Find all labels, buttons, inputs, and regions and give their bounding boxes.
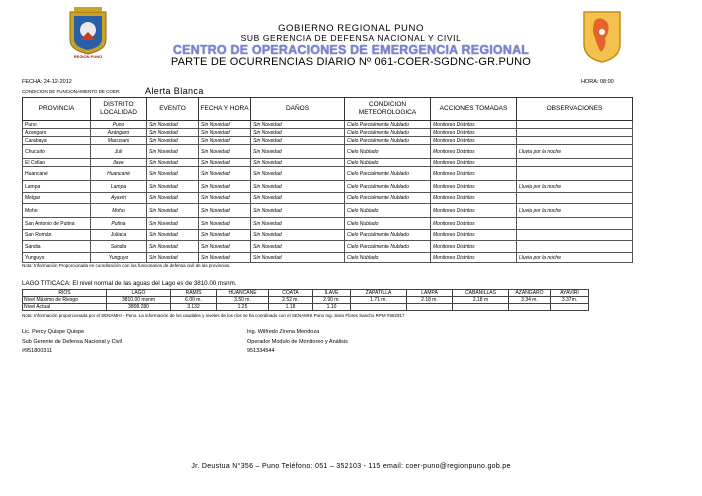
table-cell: Cielo Nublado	[345, 145, 431, 159]
lake-levels-table	[22, 289, 589, 311]
table-cell: Sin Novedad	[147, 230, 199, 241]
table-cell: Sin Novedad	[199, 167, 251, 181]
table-cell: Sin Novedad	[251, 159, 345, 167]
table-cell: Lluvia por la noche	[517, 145, 633, 159]
table-cell: Monitoreo Distritos	[431, 230, 517, 241]
table-cell: Sin Novedad	[251, 121, 345, 129]
table-cell	[517, 129, 633, 137]
column-header: DISTRITO LOCALIDAD	[91, 98, 147, 121]
lake-column-header: ZAPATILLA	[351, 290, 407, 297]
lake-row	[23, 297, 589, 304]
report-time: HORA: 08:00	[581, 79, 614, 85]
table-cell: Sin Novedad	[199, 129, 251, 137]
table-row	[23, 204, 633, 218]
lake-cell	[551, 304, 589, 311]
table-cell: Sin Novedad	[251, 137, 345, 145]
table-row	[23, 167, 633, 181]
signer-phone: 951334544	[247, 348, 275, 354]
lake-header-row	[23, 290, 589, 297]
table-cell: Melgar	[23, 193, 91, 204]
table-cell: Macusani	[91, 137, 147, 145]
column-header: OBSERVACIONES	[517, 98, 633, 121]
table-cell: Sin Novedad	[199, 145, 251, 159]
header-gobierno: GOBIERNO REGIONAL PUNO	[278, 23, 424, 34]
table-row	[23, 121, 633, 129]
lake-column-header: ILAVE	[313, 290, 351, 297]
lake-row	[23, 304, 589, 311]
table-cell: Lluvia por la noche	[517, 204, 633, 218]
table-cell: Cielo Parcialmente Nublado	[345, 167, 431, 181]
table-row	[23, 253, 633, 263]
table-cell: Cielo Parcialmente Nublado	[345, 230, 431, 241]
table-cell: Sin Novedad	[251, 230, 345, 241]
signer-phone: #951800311	[22, 348, 53, 354]
table-cell: Monitoreo Distritos	[431, 137, 517, 145]
table-cell: Cielo Parcialmente Nublado	[345, 129, 431, 137]
table-cell: Sin Novedad	[251, 129, 345, 137]
table-cell: Sin Novedad	[147, 137, 199, 145]
lake-section-title: LAGO TITICACA: El nivel normal de las aguas del Lago es de 3810.00 msnm.	[22, 280, 237, 287]
table-row	[23, 181, 633, 193]
lake-cell: Nivel Máximo de Riesgo	[23, 297, 107, 304]
table-cell: Juliaca	[91, 230, 147, 241]
lake-cell: 2.90 m.	[313, 297, 351, 304]
lake-column-header: RAMIS	[171, 290, 217, 297]
table-cell: Monitoreo Distritos	[431, 145, 517, 159]
table-cell: Monitoreo Distritos	[431, 129, 517, 137]
table-cell: Sin Novedad	[251, 218, 345, 230]
logo-caption: REGIÓN PUNO	[73, 54, 103, 59]
lake-cell: 1.10	[313, 304, 351, 311]
table-cell	[517, 241, 633, 253]
lake-cell: 2.52 m.	[269, 297, 313, 304]
column-header: PROVINCIA	[23, 98, 91, 121]
table-row	[23, 241, 633, 253]
lake-cell: 3810.00 msnm	[107, 297, 171, 304]
table-row	[23, 129, 633, 137]
signer-role: Sub Gerente de Defensa Nacional y Civil	[22, 338, 122, 345]
table-cell: Sin Novedad	[147, 145, 199, 159]
senamhi-note: Nota: Información proporcionada por el SENAMHI - Puno. La información de los caudales y niveles de los ríos se ha coordinado con el SENAMHI Puno Ing. Sixto Flores Sancho RPM #582917	[22, 313, 405, 318]
occurrences-table	[22, 97, 633, 263]
table-cell: Sin Novedad	[147, 253, 199, 263]
lake-cell: 1.25	[217, 304, 269, 311]
table-cell: Monitoreo Distritos	[431, 253, 517, 263]
table-cell: Moho	[23, 204, 91, 218]
lake-cell	[509, 304, 551, 311]
column-header: EVENTO	[147, 98, 199, 121]
table-cell: Sin Novedad	[147, 241, 199, 253]
table-cell: Sin Novedad	[251, 204, 345, 218]
coer-condition-value: Alerta Blanca	[145, 86, 204, 96]
lake-cell: 2.18 m	[453, 297, 509, 304]
table-cell: Cielo Parcialmente Nublado	[345, 241, 431, 253]
table-cell: Monitoreo Distritos	[431, 181, 517, 193]
signature-right	[247, 328, 348, 357]
lake-cell: 2.18 m.	[407, 297, 453, 304]
lake-column-header: RIOS	[23, 290, 107, 297]
signer-role: Operador Modulo de Monitoreo y Análisis	[247, 338, 348, 345]
table-cell: Monitoreo Distritos	[431, 218, 517, 230]
table-cell	[517, 167, 633, 181]
table-row	[23, 137, 633, 145]
table-cell: Cielo Nublado	[345, 218, 431, 230]
lake-cell: 1.18	[269, 304, 313, 311]
provinces-note: Nota: Información Proporcionada en coordinación con los funcionarios de defensa civil de las provincias.	[22, 263, 231, 268]
table-cell: Sin Novedad	[147, 204, 199, 218]
header-subgerencia: SUB GERENCIA DE DEFENSA NACIONAL Y CIVIL	[240, 33, 462, 43]
table-cell	[517, 230, 633, 241]
table-cell: Sin Novedad	[199, 218, 251, 230]
signer-name: Ing. Wilfredo Zirena Mendoza	[247, 329, 320, 335]
table-cell: Sin Novedad	[251, 181, 345, 193]
table-cell: Huancané	[91, 167, 147, 181]
lake-cell: 1.71 m.	[351, 297, 407, 304]
occurrences-header-row	[23, 98, 633, 121]
lake-column-header: CABANILLAS	[453, 290, 509, 297]
column-header: FECHA Y HORA	[199, 98, 251, 121]
table-cell: Monitoreo Distritos	[431, 241, 517, 253]
table-row	[23, 159, 633, 167]
table-cell: Huancané	[23, 167, 91, 181]
lake-column-header: AYAVIRI	[551, 290, 589, 297]
table-row	[23, 218, 633, 230]
table-cell: Sin Novedad	[199, 253, 251, 263]
table-cell: Monitoreo Distritos	[431, 159, 517, 167]
lake-cell	[351, 304, 407, 311]
lake-cell: 3.34 m.	[509, 297, 551, 304]
table-cell: Monitoreo Distritos	[431, 204, 517, 218]
table-cell	[517, 159, 633, 167]
table-cell: Sin Novedad	[199, 121, 251, 129]
lake-cell	[407, 304, 453, 311]
signer-name: Lic. Percy Quispe Quispe	[22, 329, 85, 335]
table-cell: Sin Novedad	[199, 137, 251, 145]
table-cell: Sin Novedad	[147, 193, 199, 204]
table-cell: Lluvia por la noche	[517, 181, 633, 193]
lake-cell: 3.37m.	[551, 297, 589, 304]
table-cell: San Román	[23, 230, 91, 241]
table-cell: Cielo Parcialmente Nublado	[345, 181, 431, 193]
lake-cell	[453, 304, 509, 311]
table-cell: Carabaya	[23, 137, 91, 145]
lake-cell: 3.132	[171, 304, 217, 311]
table-cell: Putina	[91, 218, 147, 230]
table-cell: Cielo Nublado	[345, 253, 431, 263]
table-cell: Cielo Nublado	[345, 204, 431, 218]
table-cell: Sin Novedad	[199, 204, 251, 218]
signature-left	[22, 328, 122, 357]
table-cell: Puno	[23, 121, 91, 129]
table-cell	[517, 121, 633, 129]
table-cell: Sin Novedad	[147, 167, 199, 181]
table-cell: Sin Novedad	[251, 167, 345, 181]
table-cell: Chucuito	[23, 145, 91, 159]
table-cell: Azangaro	[23, 129, 91, 137]
table-cell: Sin Novedad	[199, 159, 251, 167]
table-cell: Sin Novedad	[147, 129, 199, 137]
table-cell: Cielo Parcialmente Nublado	[345, 121, 431, 129]
report-title: PARTE DE OCURRENCIAS DIARIO Nº 061-COER-SGDNC-GR.PUNO	[170, 56, 532, 68]
table-cell: Sandia	[91, 241, 147, 253]
table-cell: Sin Novedad	[147, 181, 199, 193]
table-cell: El Collao	[23, 159, 91, 167]
table-cell: Sin Novedad	[199, 230, 251, 241]
table-cell: Monitoreo Distritos	[431, 193, 517, 204]
table-cell: Sin Novedad	[147, 218, 199, 230]
lake-cell: 3.50 m.	[217, 297, 269, 304]
lake-column-header: LAGO	[107, 290, 171, 297]
table-cell	[517, 137, 633, 145]
coer-condition-label: CONDICION DE FUNCIONAMIENTO DE COER:	[22, 89, 121, 94]
table-cell: Lampa	[23, 181, 91, 193]
lake-column-header: HUANCANE	[217, 290, 269, 297]
table-cell: Sin Novedad	[251, 145, 345, 159]
table-row	[23, 145, 633, 159]
report-date: FECHA: 24-12-2012	[22, 79, 72, 85]
table-cell: Sin Novedad	[251, 253, 345, 263]
table-cell: Ayaviri	[91, 193, 147, 204]
table-cell: Sin Novedad	[251, 193, 345, 204]
table-cell: Sin Novedad	[251, 241, 345, 253]
table-row	[23, 230, 633, 241]
table-cell: Moho	[91, 204, 147, 218]
lake-column-header: COATA	[269, 290, 313, 297]
table-cell	[517, 193, 633, 204]
table-cell: Sin Novedad	[199, 181, 251, 193]
lake-column-header: LAMPA	[407, 290, 453, 297]
table-cell: Ilave	[91, 159, 147, 167]
table-cell: Yunguyo	[23, 253, 91, 263]
lake-cell: 3808.280	[107, 304, 171, 311]
column-header: DAÑOS	[251, 98, 345, 121]
table-cell: Sin Novedad	[147, 121, 199, 129]
table-row	[23, 193, 633, 204]
table-cell: Sin Novedad	[147, 159, 199, 167]
table-cell: Sandia	[23, 241, 91, 253]
table-cell: Cielo Parcialmente Nublado	[345, 137, 431, 145]
table-cell: Lluvia por la noche	[517, 253, 633, 263]
table-cell: Juli	[91, 145, 147, 159]
header-coer: CENTRO DE OPERACIONES DE EMERGENCIA REGIONAL	[172, 43, 530, 57]
column-header: CONDICION METEOROLOGICA	[345, 98, 431, 121]
table-cell: Yunguyo	[91, 253, 147, 263]
table-cell: Monitoreo Distritos	[431, 121, 517, 129]
table-cell: Sin Novedad	[199, 241, 251, 253]
table-cell: Azángaro	[91, 129, 147, 137]
column-header: ACCIONES TOMADAS	[431, 98, 517, 121]
table-cell: Sin Novedad	[199, 193, 251, 204]
table-cell: Lampa	[91, 181, 147, 193]
table-cell: Cielo Nublado	[345, 159, 431, 167]
table-cell: Puno	[91, 121, 147, 129]
lake-column-header: AZANGARO	[509, 290, 551, 297]
table-cell: Monitoreo Distritos	[431, 167, 517, 181]
table-cell	[517, 218, 633, 230]
table-cell: San Antonio de Putina	[23, 218, 91, 230]
lake-cell: Nivel Actual	[23, 304, 107, 311]
lake-cell: 6.00 m.	[171, 297, 217, 304]
table-cell: Cielo Parcialmente Nublado	[345, 193, 431, 204]
footer-contact: Jr. Deustua N°356 – Puno Teléfono: 051 – 352103 - 115 email: coer-puno@regionpuno.gob.pe	[191, 463, 511, 470]
